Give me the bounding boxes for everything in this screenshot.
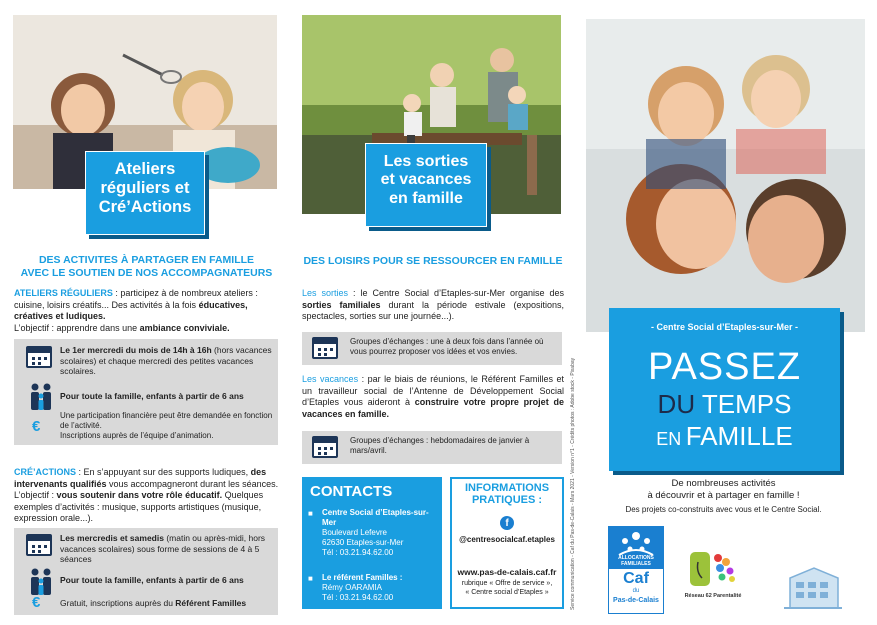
tagline-line: à découvrir et à partager en famille ! (647, 490, 800, 502)
headline-line: DES ACTIVITES À PARTAGER EN FAMILLE (38, 254, 255, 266)
contact-centre-social (322, 508, 440, 558)
price-text (60, 598, 274, 609)
euro-icon: € (32, 594, 41, 611)
text: FAMILLE (685, 421, 793, 451)
calendar-icon (312, 436, 338, 458)
website-path (452, 579, 562, 597)
ateliers-paragraph (14, 288, 280, 334)
calendar-icon (312, 337, 338, 359)
text: des intervenants qualifiés (14, 467, 267, 489)
contact-name: Centre Social d’Etaples-sur-Mer (322, 508, 429, 527)
happy-family-illustration (586, 19, 865, 332)
text: Gratuit, inscriptions auprès du (60, 598, 176, 608)
contact-phone: Tél : 03.21.94.62.00 (322, 548, 394, 557)
tagline-line: De nombreuses activités (671, 478, 776, 489)
text: sorties familiales (302, 299, 381, 310)
text: (hors vacances scolaires) et chaque mercredi des petites vacances scolaires. (60, 345, 272, 377)
calendar-icon (26, 346, 52, 368)
schedule-text (60, 533, 272, 565)
caf-logo (608, 526, 664, 614)
caf-du: du (632, 588, 640, 594)
contact-phone: Tél : 03.21.94.62.00 (322, 593, 394, 602)
title-line: et vacances (380, 171, 472, 189)
panel2-title (365, 143, 487, 227)
text: créatives et ludiques. (14, 311, 106, 322)
exchange-groups-text: Groupes d’échanges : une à deux fois dans l’année où vous pourrez proposer vos idées et vos envies. (350, 337, 544, 356)
ateliers-label: ATELIERS RÉGULIERS (14, 288, 113, 298)
facebook-handle[interactable]: @centresocialcaf.etaples (459, 535, 555, 544)
tagline-line: Des projets co-construits avec vous et le Centre Social. (625, 504, 822, 514)
creactions-info-box (14, 528, 278, 615)
title-line: Cré’Actions (98, 197, 192, 216)
exchange-groups-text: Groupes d’échanges : hebdomadaires de janvier à mars/avril. (350, 436, 530, 455)
info-title (452, 482, 562, 506)
contact-referent (322, 573, 440, 603)
bullet-icon: ■ (308, 574, 313, 583)
reseau-label: Réseau 62 Parentalité (684, 593, 742, 599)
contact-address: Boulevard Lefevre (322, 528, 387, 537)
sorties-paragraph (302, 288, 564, 323)
text: L’objectif : apprendre dans une (14, 322, 140, 333)
family-text: Pour toute la famille, enfants à partir de 6 ans (60, 391, 244, 401)
text: Les mercredis et samedis (60, 533, 164, 543)
banner-subtitle: - Centre Social d’Etaples-sur-Mer - (650, 322, 799, 332)
text: rubrique « Offre de service », (461, 580, 553, 587)
cover-photo (586, 19, 865, 332)
schedule-text (60, 345, 272, 377)
contact-name: Le référent Familles : (322, 573, 403, 582)
title-line: réguliers et (100, 178, 190, 197)
caf-region: Pas-de-Calais (613, 597, 659, 604)
text: vous accompagneront durant les séances. L’objectif : (14, 478, 279, 501)
text: ALLOCATIONS (618, 555, 654, 561)
text: Une participation financière peut être demandée en fonction de l’activité. (60, 411, 273, 430)
cover-banner (609, 308, 840, 471)
panel1-headline (14, 254, 279, 279)
text: : participez à de nombreux ateliers : (112, 288, 258, 298)
euro-icon: € (32, 418, 41, 435)
text: construire votre propre projet de vacances en famille. (302, 397, 564, 419)
banner-line-en-famille (609, 423, 840, 449)
sorties-info-box (302, 332, 562, 365)
info-title-line: INFORMATIONS (464, 482, 550, 494)
reseau-logo-icon (684, 548, 742, 592)
price-text (60, 411, 274, 441)
text: EN (656, 429, 682, 449)
text: vous soutenir dans votre rôle éducatif. (56, 490, 223, 501)
caf-website-link[interactable]: www.pas-de-calais.caf.fr (457, 567, 557, 577)
caf-logo-emblem (609, 527, 663, 569)
family-icon (28, 383, 54, 411)
text: : par le biais de réunions, le Référent Familles et un travailleur social de l’Antenne de Développement Social d’Etaples vous aideront à (302, 374, 564, 408)
info-title-line: PRATIQUES : (471, 494, 543, 507)
text: DU (657, 389, 696, 419)
contact-person: Rémy OARAMIA (322, 583, 383, 592)
reseau-parentalite-logo (684, 548, 742, 608)
title-line: en famille (389, 189, 463, 207)
contact-address: 62630 Etaples-sur-Mer (322, 538, 404, 547)
text: FAMILIALES (621, 560, 651, 567)
caf-label (609, 556, 663, 567)
caf-brand: Caf (623, 570, 649, 587)
contacts-title: CONTACTS (310, 483, 393, 500)
vacances-paragraph (302, 374, 564, 420)
text: ambiance conviviale. (139, 322, 230, 333)
banner-line-du-temps (609, 391, 840, 417)
text: (matin ou après-midi, hors vacances scolaires) sous forme de sessions de 4 à 5 séances (60, 533, 266, 565)
panel1-title (85, 151, 205, 235)
panel2-headline: DES LOISIRS POUR SE RESSOURCER EN FAMILLE (303, 255, 563, 267)
sorties-label: Les sorties (302, 288, 349, 298)
text: : le Centre Social d’Etaples-sur-Mer organise des (348, 288, 564, 298)
text: Quelques exemples d’activités : musique, supports artistiques (musique, expression orale...). (14, 490, 264, 524)
vertical-credit: Service communication - Caf du Pas-de-Calais - Mars 2021 - Version n°1 - Crédits photos : Adobe stock - Pixabay (570, 357, 576, 610)
bullet-icon: ■ (308, 509, 313, 518)
panel-sorties (292, 0, 582, 625)
text: durant la période estivale (expositions, spectacles, sorties sur une journée...). (302, 299, 564, 322)
ateliers-info-box (14, 339, 278, 445)
contacts-box (302, 477, 442, 609)
tagline (584, 478, 863, 515)
calendar-icon (26, 534, 52, 556)
text: « Centre social d’Etaples » (465, 589, 549, 597)
headline-line: AVEC LE SOUTIEN DE NOS ACCOMPAGNATEURS (20, 266, 273, 279)
creactions-paragraph (14, 467, 280, 525)
facebook-icon[interactable]: f (500, 516, 514, 530)
text: éducatives, (198, 299, 248, 310)
vacances-label: Les vacances (302, 374, 359, 384)
info-box (450, 477, 564, 609)
family-text: Pour toute la famille, enfants à partir de 6 ans (60, 575, 244, 585)
panel-cover (584, 0, 877, 625)
building-icon (784, 560, 842, 612)
text: : En s’appuyant sur des supports ludiques, (76, 467, 249, 477)
text: Référent Familles (175, 598, 247, 608)
text: TEMPS (701, 389, 792, 419)
text: Le 1er mercredi du mois de 14h à 16h (60, 345, 212, 355)
banner-line-passez: PASSEZ (647, 346, 802, 388)
vacances-info-box (302, 431, 562, 464)
family-icon (28, 568, 54, 596)
title-line: Les sorties (383, 153, 469, 170)
panel-ateliers (0, 0, 290, 625)
creactions-label: CRÉ’ACTIONS (14, 467, 77, 477)
title-line: Ateliers (114, 160, 176, 178)
text: Inscriptions auprès de l’équipe d’animation. (60, 431, 214, 440)
text: cuisine, loisirs créatifs... Des activités à la fois (14, 299, 199, 310)
